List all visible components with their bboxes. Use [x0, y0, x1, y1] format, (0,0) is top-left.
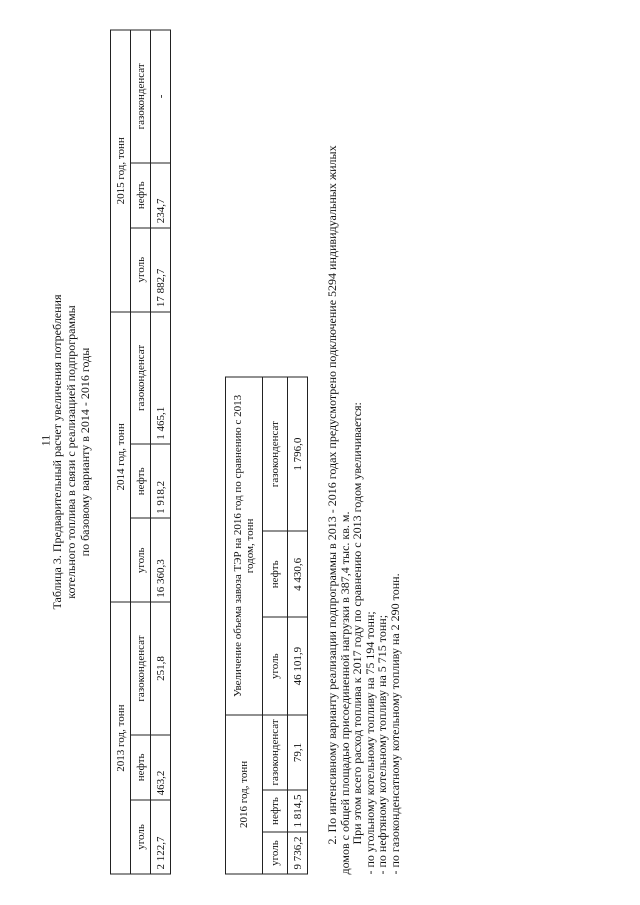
column-header: газоконденсат	[131, 30, 151, 163]
column-header: уголь	[263, 832, 288, 874]
table-header-row	[111, 30, 131, 874]
paragraph-line: При этом всего расход топлива к 2017 году по сравнению с 2013 годом увеличивается:	[350, 402, 364, 845]
table-cell: 17 882,7	[151, 228, 171, 312]
table-cell: 1 918,2	[151, 444, 171, 518]
column-header: уголь	[131, 228, 151, 312]
year-header: 2016 год, тонн	[226, 715, 263, 874]
table-cell: 463,2	[151, 735, 171, 800]
column-header: газоконденсат	[131, 312, 151, 445]
table-cell: -	[151, 30, 171, 163]
column-header: уголь	[263, 617, 288, 714]
increase-header: Увеличение объема завоза ТЭР на 2016 год по сравнению с 2013 годом, тонн	[226, 377, 263, 715]
table-cell: 251,8	[151, 602, 171, 735]
column-header: нефть	[131, 444, 151, 518]
caption-line: котельного топлива в связи с реализацией подпрограммы	[64, 305, 78, 599]
list-item: - по газоконденсатному котельному топливу на 2 290 тонн.	[387, 573, 402, 875]
table-cell: 234,7	[151, 163, 171, 228]
column-header: газоконденсат	[263, 377, 288, 531]
list-item: - по нефтяному котельному топливу на 5 715 тонн;	[375, 614, 389, 875]
caption-line: Таблица 3. Предварительный расчет увеличения потребления	[50, 294, 64, 610]
table-cell: 9 736,2	[288, 832, 308, 874]
table-subheader-row	[263, 377, 288, 874]
table-header-row	[226, 377, 263, 874]
table-cell: 46 101,9	[288, 617, 308, 714]
column-header: нефть	[131, 163, 151, 228]
column-header: уголь	[131, 800, 151, 874]
year-header: 2014 год, тонн	[111, 312, 131, 603]
table-cell: 1 465,1	[151, 312, 171, 445]
consumption-table	[110, 30, 171, 875]
caption-line: по базовому варианту в 2014 - 2016 годы	[78, 347, 92, 557]
paragraph-line: домов с общей площадью присоединенной нагрузки в 387,4 тыс. кв. м.	[337, 511, 352, 875]
rotated-page-content	[50, 30, 590, 875]
column-header: газоконденсат	[131, 602, 151, 735]
increase-table	[225, 377, 308, 875]
table-cell: 1 814,5	[288, 790, 308, 832]
page-number: 11	[38, 434, 53, 447]
table-cell: 79,1	[288, 715, 308, 790]
column-header: нефть	[263, 790, 288, 832]
body-paragraph	[326, 30, 401, 875]
table-cell: 1 796,0	[288, 377, 308, 531]
table-subheader-row	[131, 30, 151, 874]
table-row	[151, 30, 171, 874]
paragraph-line: 2. По интенсивному варианту реализации подпрограммы в 2013 - 2016 годах предусмотрено подключение 5294 индивидуальных жилых	[325, 145, 339, 845]
table-cell: 4 430,6	[288, 531, 308, 617]
column-header: нефть	[263, 531, 288, 617]
table-cell: 2 122,7	[151, 800, 171, 874]
column-header: газоконденсат	[263, 715, 288, 790]
table-cell: 16 360,3	[151, 518, 171, 602]
year-header: 2013 год, тонн	[111, 602, 131, 874]
column-header: уголь	[131, 518, 151, 602]
column-header: нефть	[131, 735, 151, 800]
table-caption	[50, 30, 92, 875]
table-row	[288, 377, 308, 874]
list-item: - по угольному котельному топливу на 75 194 тонн;	[362, 611, 377, 875]
year-header: 2015 год, тонн	[111, 30, 131, 312]
